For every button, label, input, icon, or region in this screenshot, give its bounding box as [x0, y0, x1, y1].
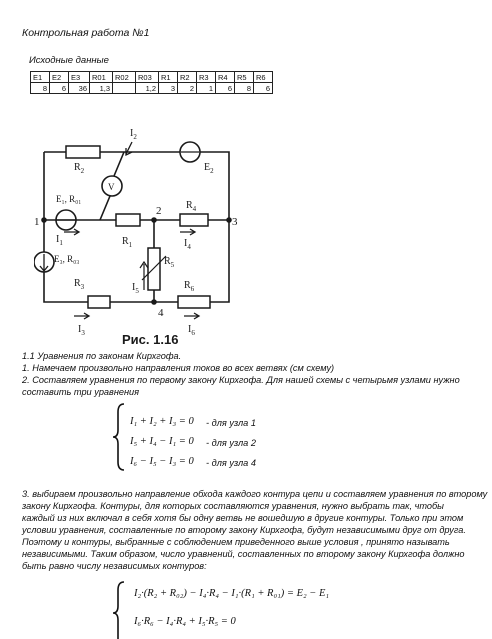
- resistor-r5: [148, 248, 160, 290]
- value-cell: 1: [197, 83, 216, 94]
- kvl-brace: [112, 580, 126, 639]
- header-cell: R5: [235, 72, 254, 83]
- value-cell: 6: [50, 83, 69, 94]
- label-i1: $I_1$: [56, 234, 63, 247]
- voltmeter-label: V: [108, 182, 115, 192]
- label-e3-r03: E₃, R₀₃: [54, 254, 80, 264]
- label-r6: $R_6$: [184, 280, 195, 293]
- value-cell: 1,3: [90, 83, 113, 94]
- page-title: Контрольная работа №1: [22, 27, 150, 39]
- label-r5: $R_5$: [164, 256, 175, 269]
- value-cell: 6: [216, 83, 235, 94]
- section-subtitle: Исходные данные: [29, 55, 109, 66]
- label-i2: $I_2$: [130, 128, 137, 141]
- step-1-text: 1. Намечаем произвольно направления токов во всех ветвях (см схему): [22, 363, 335, 373]
- wire-voltmeter-bottom: [100, 196, 110, 220]
- label-i3: $I_3$: [78, 324, 85, 337]
- header-cell: E1: [31, 72, 50, 83]
- value-cell: 8: [235, 83, 254, 94]
- label-e1-r01: E₁, R₀₁: [56, 194, 82, 204]
- label-i4: $I_4$: [184, 238, 191, 251]
- step-3-line5: Поэтому и контуры, выбранные с соблюдением приведенного выше условия , принято называть: [22, 537, 450, 547]
- header-cell: R2: [178, 72, 197, 83]
- parameters-table: [30, 71, 273, 94]
- table-value-row: [31, 83, 273, 94]
- label-r2: $R_2$: [74, 162, 85, 175]
- resistor-r2: [66, 146, 100, 158]
- kvl-equation-2: I₆·R₆ − I₄·R₄ + I₅·R₅ = 0: [134, 616, 236, 627]
- label-i5: $I_5$: [132, 282, 139, 295]
- kcl-equation-3: I₆ − I₅ − I₃ = 0: [130, 456, 194, 467]
- step-3-line4: условии уравнения, составленные по второму закону Кирхгофа, будут независимыми друг от друга.: [22, 525, 466, 535]
- kcl-note-3: - для узла 4: [206, 458, 256, 468]
- rheostat-arrow: [142, 256, 166, 280]
- value-cell: [113, 83, 136, 94]
- header-cell: R4: [216, 72, 235, 83]
- wire-right: [200, 152, 229, 302]
- resistor-r4: [180, 214, 208, 226]
- figure-caption: Рис. 1.16: [122, 332, 179, 346]
- label-r1: $R_1$: [122, 236, 133, 249]
- kcl-note-2: - для узла 2: [206, 438, 256, 448]
- resistor-r1: [116, 214, 140, 226]
- label-e2: $E_2$: [204, 162, 214, 175]
- kcl-brace: [112, 402, 126, 472]
- kvl-equation-1: I₂·(R₂ + R₀₂) − I₄·R₄ − I₁·(R₁ + R₀₁) = E₂ − E₁: [134, 588, 330, 599]
- header-cell: E2: [50, 72, 69, 83]
- step-2-text-line2: составить три уравнения: [22, 387, 140, 397]
- step-3-line3: каждый из них включал в себя хотя бы одну ветвь не вошедшую в другие контуры. Только при этом: [22, 513, 464, 523]
- current-arrow-i6: [184, 313, 199, 319]
- step-3-line2: закону Кирхгофа. Контуры, для которых составляются уравнения, нужно выбрать так, чтобы: [22, 501, 444, 511]
- node-1-label: 1: [34, 216, 40, 228]
- current-arrow-i3: [74, 313, 89, 319]
- header-cell: R03: [136, 72, 159, 83]
- table-header-row: [31, 72, 273, 83]
- header-cell: E3: [69, 72, 90, 83]
- step-3-line6: независимыми. Таким образом, число уравнений, составленных по второму закону Кирхгофа должно: [22, 549, 465, 559]
- header-cell: R3: [197, 72, 216, 83]
- value-cell: 6: [254, 83, 273, 94]
- node-4-label: 4: [158, 307, 164, 319]
- kcl-equation-2: I₅ + I₄ − I₁ = 0: [130, 436, 194, 447]
- node-2-dot: [152, 218, 156, 222]
- resistor-r6: [178, 296, 210, 308]
- value-cell: 36: [69, 83, 90, 94]
- header-cell: R02: [113, 72, 136, 83]
- label-i6: $I_6$: [188, 324, 195, 337]
- header-cell: R1: [159, 72, 178, 83]
- current-arrow-i2: [126, 142, 132, 155]
- current-arrow-i4: [180, 229, 195, 235]
- node-2-label: 2: [156, 205, 162, 217]
- label-r4: $R_4$: [186, 200, 197, 213]
- header-cell: R6: [254, 72, 273, 83]
- step-2-text-line1: 2. Составляем уравнения по первому закону Кирхгофа. Для нашей схемы с четырьмя узлами нужно: [22, 375, 460, 385]
- node-3-dot: [227, 218, 231, 222]
- circuit-diagram: [34, 104, 246, 346]
- step-3-line7: быть равно числу независимых контуров:: [22, 561, 207, 571]
- value-cell: 1,2: [136, 83, 159, 94]
- header-cell: R01: [90, 72, 113, 83]
- node-4-dot: [152, 300, 156, 304]
- value-cell: 8: [31, 83, 50, 94]
- section-heading: 1.1 Уравнения по законам Кирхгофа.: [22, 351, 182, 361]
- resistor-r3: [88, 296, 110, 308]
- node-3-label: 3: [232, 216, 238, 228]
- node-1-dot: [42, 218, 46, 222]
- kcl-note-1: - для узла 1: [206, 418, 256, 428]
- value-cell: 2: [178, 83, 197, 94]
- wire-voltmeter-top: [114, 152, 124, 176]
- label-r3: $R_3$: [74, 278, 85, 291]
- value-cell: 3: [159, 83, 178, 94]
- step-3-line1: 3. выбираем произвольно направление обхода каждого контура цепи и составляем уравнения по второму: [22, 489, 488, 499]
- kcl-equation-1: I₁ + I₂ + I₃ = 0: [130, 416, 194, 427]
